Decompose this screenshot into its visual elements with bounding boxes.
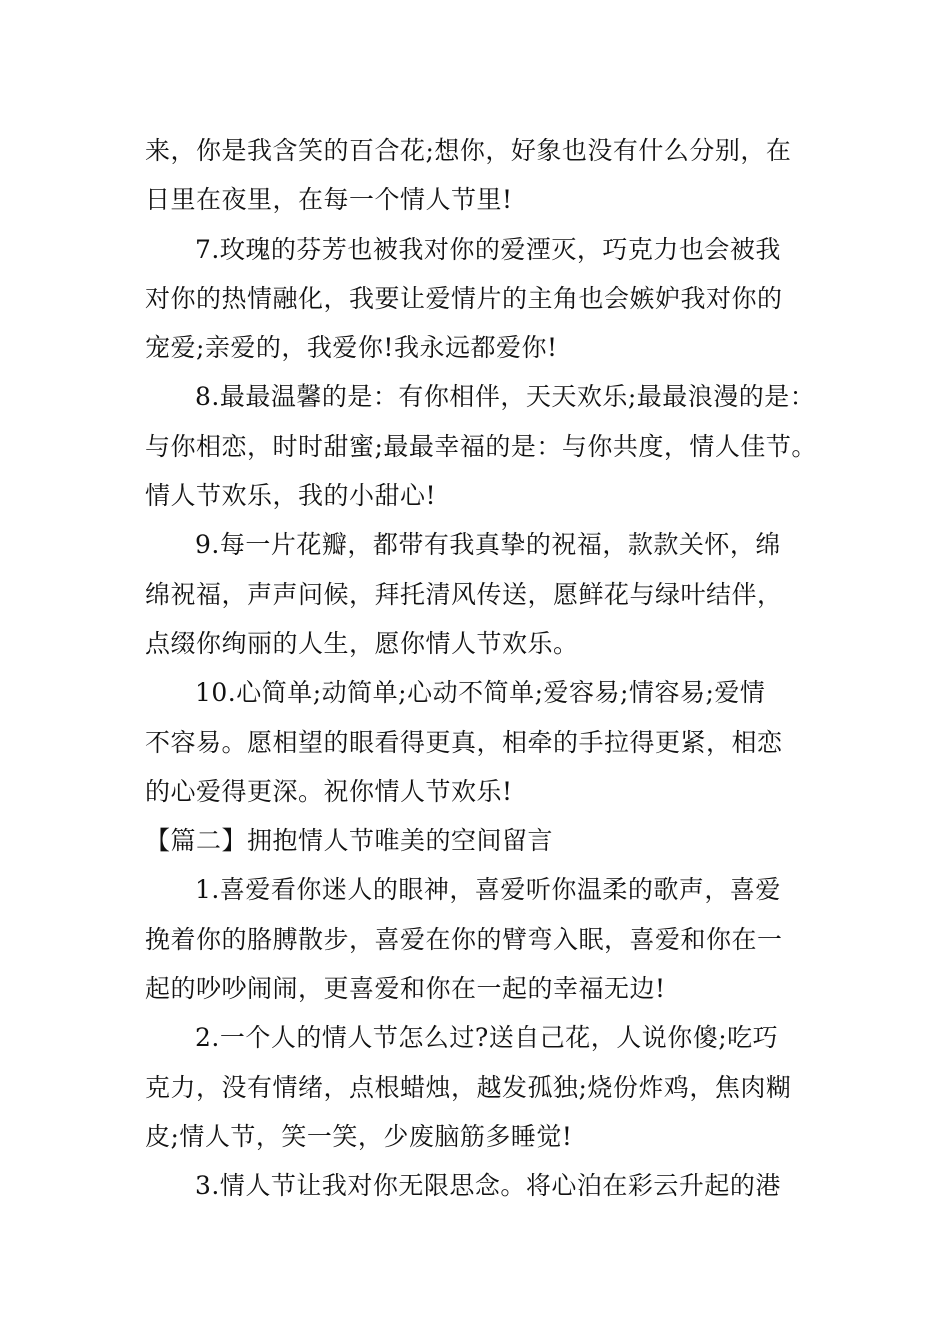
text-line: 对你的热情融化，我要让爱情片的主角也会嫉妒我对你的 [145, 283, 783, 313]
text-line: 日里在夜里，在每一个情人节里! [145, 185, 513, 215]
text-line: 克力，没有情绪，点根蜡烛，越发孤独;烧份炸鸡，焦肉糊 [145, 1072, 792, 1102]
text-line: 的心爱得更深。祝你情人节欢乐! [145, 776, 513, 806]
text-line: 不容易。愿相望的眼看得更真，相牵的手拉得更紧，相恋 [145, 727, 783, 757]
text-line: 2.一个人的情人节怎么过?送自己花，人说你傻;吃巧 [195, 1023, 779, 1053]
text-line: 3.情人节让我对你无限思念。将心泊在彩云升起的港 [195, 1171, 781, 1201]
section-heading: 【篇二】拥抱情人节唯美的空间留言 [145, 826, 554, 856]
text-line: 绵祝福，声声问候，拜托清风传送，愿鲜花与绿叶结伴， [145, 579, 783, 609]
text-line: 与你相恋，时时甜蜜;最最幸福的是：与你共度，情人佳节。 [145, 431, 817, 461]
text-line: 10.心简单;动简单;心动不简单;爱容易;情容易;爱情 [195, 678, 766, 708]
text-line: 9.每一片花瓣，都带有我真挚的祝福，款款关怀，绵 [195, 530, 781, 560]
text-line: 1.喜爱看你迷人的眼神，喜爱听你温柔的歌声，喜爱 [195, 875, 781, 905]
text-line: 起的吵吵闹闹，更喜爱和你在一起的幸福无边! [145, 974, 666, 1004]
body-text [145, 126, 825, 1211]
text-line: 挽着你的胳膊散步，喜爱在你的臂弯入眠，喜爱和你在一 [145, 924, 783, 954]
text-line: 7.玫瑰的芬芳也被我对你的爱湮灭，巧克力也会被我 [195, 234, 781, 264]
text-line: 情人节欢乐，我的小甜心! [145, 481, 437, 511]
text-line: 宠爱;亲爱的，我爱你!我永远都爱你! [145, 333, 558, 363]
text-line: 来，你是我含笑的百合花;想你，好象也没有什么分别，在 [145, 136, 792, 165]
text-line: 点缀你绚丽的人生，愿你情人节欢乐。 [145, 628, 579, 658]
text-line: 8.最最温馨的是：有你相伴，天天欢乐;最最浪漫的是： [195, 382, 816, 412]
text-line: 皮;情人节，笑一笑，少废脑筋多睡觉! [145, 1121, 573, 1151]
